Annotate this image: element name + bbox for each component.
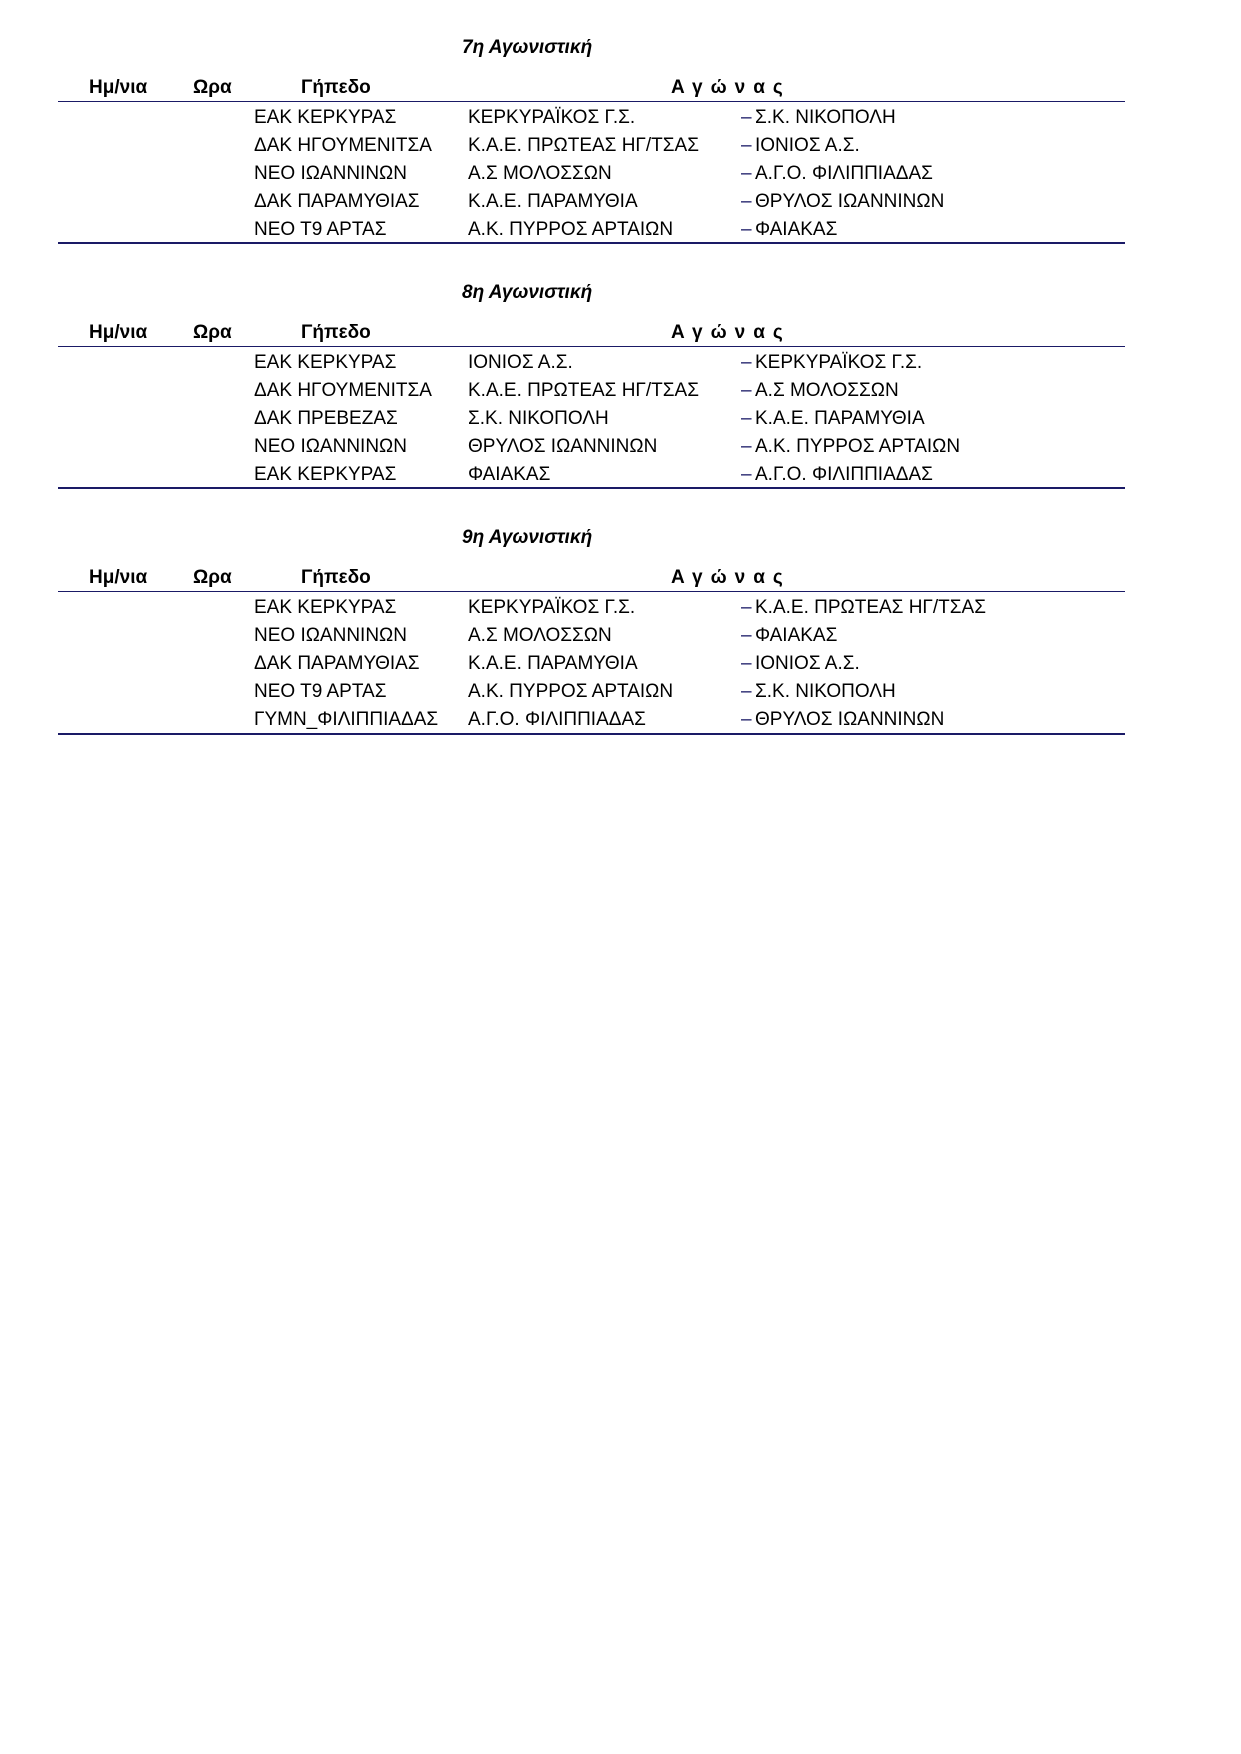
fixture-home-team: ΚΕΡΚΥΡΑΪΚΟΣ Γ.Σ. (468, 107, 636, 128)
fixture-home-team: Κ.Α.Ε. ΠΑΡΑΜΥΘΙΑ (468, 653, 638, 674)
fixture-home-team: Α.Κ. ΠΥΡΡΟΣ ΑΡΤΑΙΩΝ (468, 681, 674, 702)
fixture-row (0, 597, 1241, 625)
fixture-venue: ΕΑΚ ΚΕΡΚΥΡΑΣ (254, 597, 397, 618)
fixture-separator: – (741, 352, 752, 373)
fixture-away-team: ΘΡΥΛΟΣ ΙΩΑΝΝΙΝΩΝ (755, 191, 945, 212)
fixture-venue: ΝΕΟ ΙΩΑΝΝΙΝΩΝ (254, 163, 407, 184)
round-title: 8η Αγωνιστική (462, 282, 593, 303)
column-header-match: Αγώνας (671, 567, 791, 588)
fixture-separator: – (741, 135, 752, 156)
fixture-away-team: ΙΟΝΙΟΣ Α.Σ. (755, 135, 860, 156)
fixture-row (0, 408, 1241, 436)
fixture-venue: ΔΑΚ ΗΓΟΥΜΕΝΙΤΣΑ (254, 135, 432, 156)
fixture-away-team: Α.Σ ΜΟΛΟΣΣΩΝ (755, 380, 899, 401)
fixture-home-team: ΙΟΝΙΟΣ Α.Σ. (468, 352, 573, 373)
fixture-away-team: ΘΡΥΛΟΣ ΙΩΑΝΝΙΝΩΝ (755, 709, 945, 730)
section-bottom-divider (58, 487, 1125, 489)
fixture-row (0, 191, 1241, 219)
fixture-row (0, 107, 1241, 135)
fixture-row (0, 380, 1241, 408)
fixture-home-team: Α.Σ ΜΟΛΟΣΣΩΝ (468, 163, 612, 184)
fixture-away-team: ΦΑΙΑΚΑΣ (755, 219, 838, 240)
fixture-separator: – (741, 625, 752, 646)
fixture-home-team: Κ.Α.Ε. ΠΡΩΤΕΑΣ ΗΓ/ΤΣΑΣ (468, 380, 699, 401)
fixture-away-team: Κ.Α.Ε. ΠΡΩΤΕΑΣ ΗΓ/ΤΣΑΣ (755, 597, 986, 618)
fixture-home-team: ΚΕΡΚΥΡΑΪΚΟΣ Γ.Σ. (468, 597, 636, 618)
column-header-time: Ωρα (193, 322, 232, 343)
column-header-match: Αγώνας (671, 322, 791, 343)
fixture-separator: – (741, 681, 752, 702)
column-header-venue: Γήπεδο (301, 322, 371, 343)
fixture-away-team: Κ.Α.Ε. ΠΑΡΑΜΥΘΙΑ (755, 408, 925, 429)
fixture-home-team: ΦΑΙΑΚΑΣ (468, 464, 551, 485)
fixture-home-team: Α.Σ ΜΟΛΟΣΣΩΝ (468, 625, 612, 646)
header-divider (58, 346, 1125, 347)
column-header-date: Ημ/νια (89, 567, 148, 588)
fixture-venue: ΝΕΟ ΙΩΑΝΝΙΝΩΝ (254, 625, 407, 646)
fixture-row (0, 625, 1241, 653)
column-header-time: Ωρα (193, 567, 232, 588)
fixture-home-team: Α.Γ.Ο. ΦΙΛΙΠΠΙΑΔΑΣ (468, 709, 646, 730)
fixture-separator: – (741, 380, 752, 401)
fixture-venue: ΕΑΚ ΚΕΡΚΥΡΑΣ (254, 464, 397, 485)
round-title: 7η Αγωνιστική (462, 37, 593, 58)
fixture-away-team: Σ.Κ. ΝΙΚΟΠΟΛΗ (755, 681, 896, 702)
column-header-date: Ημ/νια (89, 77, 148, 98)
fixture-row (0, 436, 1241, 464)
fixture-away-team: Α.Κ. ΠΥΡΡΟΣ ΑΡΤΑΙΩΝ (755, 436, 961, 457)
fixture-separator: – (741, 163, 752, 184)
fixture-row (0, 135, 1241, 163)
fixture-row (0, 352, 1241, 380)
fixture-home-team: Κ.Α.Ε. ΠΑΡΑΜΥΘΙΑ (468, 191, 638, 212)
column-header-date: Ημ/νια (89, 322, 148, 343)
fixture-venue: ΔΑΚ ΠΡΕΒΕΖΑΣ (254, 408, 398, 429)
fixture-home-team: ΘΡΥΛΟΣ ΙΩΑΝΝΙΝΩΝ (468, 436, 658, 457)
fixture-away-team: ΚΕΡΚΥΡΑΪΚΟΣ Γ.Σ. (755, 352, 923, 373)
column-header-match: Αγώνας (671, 77, 791, 98)
column-header-venue: Γήπεδο (301, 77, 371, 98)
fixture-separator: – (741, 597, 752, 618)
fixture-venue: ΝΕΟ ΙΩΑΝΝΙΝΩΝ (254, 436, 407, 457)
section-bottom-divider (58, 733, 1125, 735)
fixture-venue: ΝΕΟ Τ9 ΑΡΤΑΣ (254, 219, 387, 240)
fixture-separator: – (741, 107, 752, 128)
column-header-time: Ωρα (193, 77, 232, 98)
fixture-row (0, 163, 1241, 191)
fixture-venue: ΔΑΚ ΠΑΡΑΜΥΘΙΑΣ (254, 653, 420, 674)
fixture-separator: – (741, 408, 752, 429)
fixture-separator: – (741, 219, 752, 240)
fixture-venue: ΝΕΟ Τ9 ΑΡΤΑΣ (254, 681, 387, 702)
fixture-home-team: Κ.Α.Ε. ΠΡΩΤΕΑΣ ΗΓ/ΤΣΑΣ (468, 135, 699, 156)
header-divider (58, 101, 1125, 102)
fixture-separator: – (741, 653, 752, 674)
fixture-row (0, 653, 1241, 681)
fixture-separator: – (741, 436, 752, 457)
round-title: 9η Αγωνιστική (462, 527, 593, 548)
fixture-separator: – (741, 709, 752, 730)
fixture-venue: ΕΑΚ ΚΕΡΚΥΡΑΣ (254, 107, 397, 128)
fixture-away-team: ΙΟΝΙΟΣ Α.Σ. (755, 653, 860, 674)
fixture-away-team: Σ.Κ. ΝΙΚΟΠΟΛΗ (755, 107, 896, 128)
fixture-venue: ΕΑΚ ΚΕΡΚΥΡΑΣ (254, 352, 397, 373)
fixture-away-team: Α.Γ.Ο. ΦΙΛΙΠΠΙΑΔΑΣ (755, 464, 933, 485)
fixture-separator: – (741, 464, 752, 485)
section-bottom-divider (58, 242, 1125, 244)
fixture-row (0, 681, 1241, 709)
fixture-venue: ΔΑΚ ΗΓΟΥΜΕΝΙΤΣΑ (254, 380, 432, 401)
fixture-separator: – (741, 191, 752, 212)
fixture-venue: ΓΥΜΝ_ΦΙΛΙΠΠΙΑΔΑΣ (254, 709, 439, 730)
fixture-home-team: Σ.Κ. ΝΙΚΟΠΟΛΗ (468, 408, 609, 429)
header-divider (58, 591, 1125, 592)
fixture-away-team: ΦΑΙΑΚΑΣ (755, 625, 838, 646)
fixture-venue: ΔΑΚ ΠΑΡΑΜΥΘΙΑΣ (254, 191, 420, 212)
column-header-venue: Γήπεδο (301, 567, 371, 588)
fixture-home-team: Α.Κ. ΠΥΡΡΟΣ ΑΡΤΑΙΩΝ (468, 219, 674, 240)
fixture-away-team: Α.Γ.Ο. ΦΙΛΙΠΠΙΑΔΑΣ (755, 163, 933, 184)
